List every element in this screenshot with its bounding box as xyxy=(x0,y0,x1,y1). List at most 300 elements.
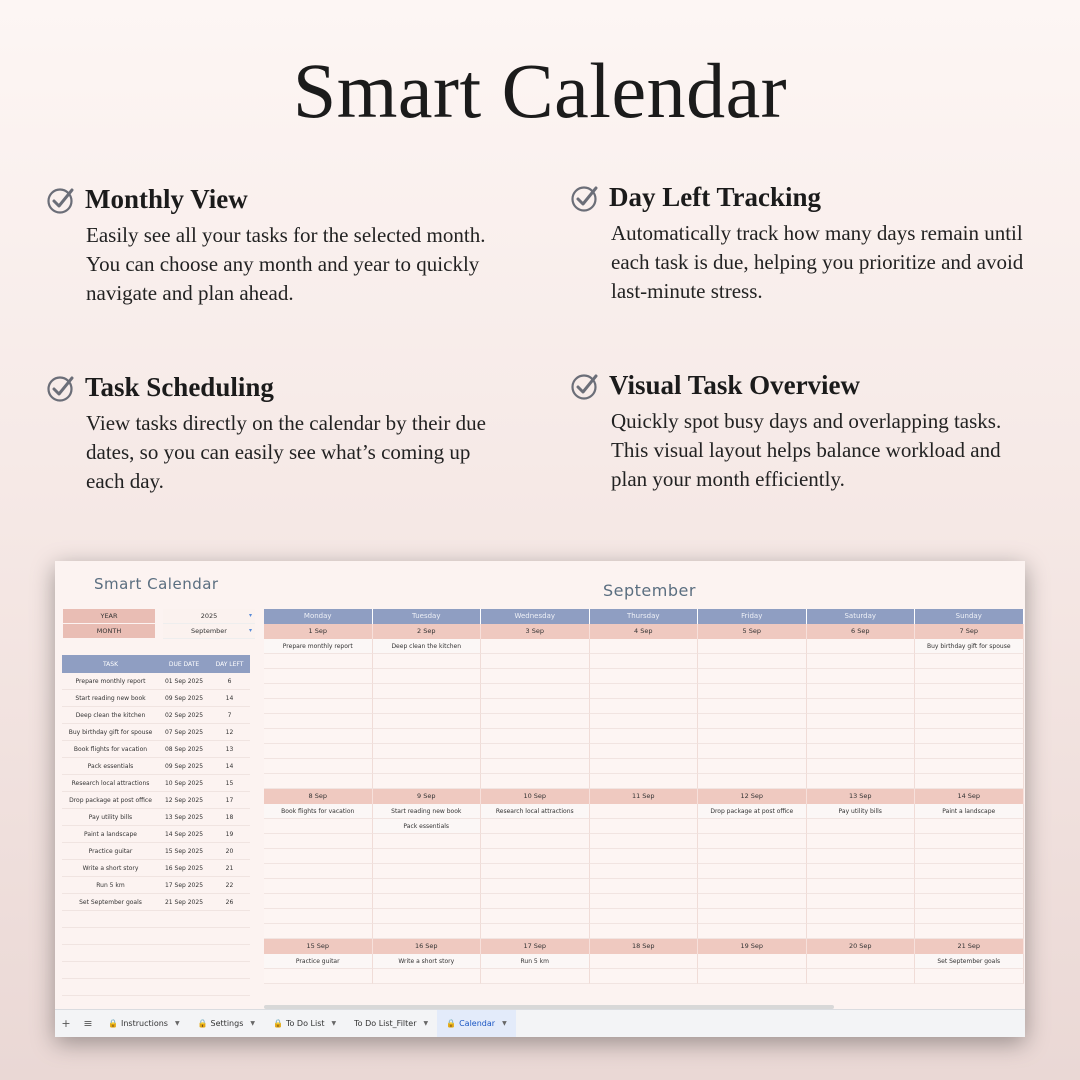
sheet-tab-instructions[interactable] xyxy=(99,1010,189,1037)
calendar-task-cell[interactable] xyxy=(915,669,1024,684)
day-left-cell[interactable]: 12 xyxy=(209,724,250,741)
calendar-task-cell[interactable] xyxy=(698,729,807,744)
empty-row xyxy=(62,979,250,996)
calendar-task-row xyxy=(264,744,1025,759)
date-cell: 10 Sep xyxy=(481,789,590,804)
date-cell: 7 Sep xyxy=(915,624,1024,639)
chevron-down-icon[interactable]: ▼ xyxy=(174,1020,180,1027)
calendar-task-cell[interactable] xyxy=(481,834,590,849)
calendar-task-cell[interactable] xyxy=(373,879,482,894)
sheet-tab-label: Calendar xyxy=(459,1019,496,1028)
calendar-task-cell[interactable] xyxy=(590,864,699,879)
calendar-task-cell[interactable] xyxy=(590,849,699,864)
year-dropdown[interactable]: 2025 xyxy=(163,609,255,624)
calendar-task-cell[interactable] xyxy=(373,729,482,744)
date-header-row xyxy=(264,939,1025,954)
calendar-task-cell[interactable] xyxy=(915,774,1024,789)
calendar-task-cell[interactable] xyxy=(590,924,699,939)
date-cell: 19 Sep xyxy=(698,939,807,954)
page-title: Smart Calendar xyxy=(292,47,788,134)
calendar-task-cell[interactable] xyxy=(373,714,482,729)
chevron-down-icon[interactable]: ▼ xyxy=(502,1020,507,1027)
calendar-task-cell[interactable]: Run 5 km xyxy=(481,954,590,969)
calendar-task-cell[interactable] xyxy=(590,759,699,774)
calendar-task-cell[interactable] xyxy=(590,909,699,924)
task-name-cell[interactable]: Deep clean the kitchen xyxy=(62,707,159,724)
calendar-task-cell[interactable] xyxy=(807,774,916,789)
task-name-cell[interactable]: Practice guitar xyxy=(62,843,159,860)
due-date-cell[interactable]: 21 Sep 2025 xyxy=(159,894,209,911)
calendar-task-cell[interactable] xyxy=(807,714,916,729)
calendar-task-cell[interactable] xyxy=(481,894,590,909)
day-left-cell[interactable]: 13 xyxy=(209,741,250,758)
calendar-task-cell[interactable] xyxy=(807,744,916,759)
due-date-cell[interactable]: 14 Sep 2025 xyxy=(159,826,209,843)
column-header-task: TASK xyxy=(62,655,159,673)
table-row xyxy=(62,775,250,792)
calendar-task-cell[interactable] xyxy=(590,714,699,729)
calendar-grid xyxy=(264,609,1025,984)
sheet-tab-label: Settings xyxy=(210,1019,244,1028)
calendar-task-cell[interactable] xyxy=(373,699,482,714)
calendar-task-cell[interactable] xyxy=(264,909,373,924)
calendar-task-cell[interactable] xyxy=(590,894,699,909)
calendar-task-cell[interactable] xyxy=(807,924,916,939)
feature-description: Easily see all your tasks for the selected month. You can choose any month and year to quickly navigate and plan ahead. xyxy=(86,223,486,305)
sheet-tab-label: Instructions xyxy=(120,1019,168,1028)
calendar-task-cell[interactable] xyxy=(698,654,807,669)
empty-row xyxy=(62,962,250,979)
date-cell: 13 Sep xyxy=(807,789,916,804)
calendar-task-cell[interactable]: Prepare monthly report xyxy=(264,639,373,654)
calendar-task-cell[interactable] xyxy=(915,894,1024,909)
feature-task-scheduling xyxy=(47,372,507,496)
sheet-tab-to-do-list-filter[interactable] xyxy=(345,1010,437,1037)
calendar-task-cell[interactable] xyxy=(915,864,1024,879)
task-name-cell[interactable]: Pack essentials xyxy=(62,758,159,775)
month-dropdown[interactable]: September xyxy=(163,624,255,639)
chevron-down-icon[interactable]: ▼ xyxy=(250,1020,255,1027)
empty-cell[interactable] xyxy=(209,911,250,928)
calendar-task-cell[interactable] xyxy=(915,924,1024,939)
calendar-task-cell[interactable] xyxy=(807,834,916,849)
due-date-cell[interactable]: 09 Sep 2025 xyxy=(159,690,209,707)
calendar-task-cell[interactable] xyxy=(698,744,807,759)
empty-cell[interactable] xyxy=(62,911,159,928)
due-date-cell[interactable]: 02 Sep 2025 xyxy=(159,707,209,724)
due-date-cell[interactable]: 10 Sep 2025 xyxy=(159,775,209,792)
calendar-task-cell[interactable] xyxy=(698,714,807,729)
feature-description: View tasks directly on the calendar by their due dates, so you can easily see what’s coming up each day. xyxy=(86,411,486,493)
calendar-task-cell[interactable] xyxy=(698,879,807,894)
weekday-header: Wednesday xyxy=(481,609,590,624)
calendar-task-cell[interactable] xyxy=(264,879,373,894)
task-name-cell[interactable]: Research local attractions xyxy=(62,775,159,792)
calendar-task-cell[interactable] xyxy=(373,849,482,864)
day-left-cell[interactable]: 17 xyxy=(209,792,250,809)
check-circle-icon xyxy=(571,184,599,212)
calendar-task-row xyxy=(264,714,1025,729)
calendar-task-cell[interactable] xyxy=(698,849,807,864)
calendar-task-cell[interactable] xyxy=(481,714,590,729)
calendar-task-cell[interactable] xyxy=(915,849,1024,864)
date-cell: 18 Sep xyxy=(590,939,699,954)
calendar-task-cell[interactable] xyxy=(915,834,1024,849)
calendar-task-cell[interactable] xyxy=(915,819,1024,834)
calendar-task-cell[interactable] xyxy=(698,924,807,939)
calendar-task-cell[interactable]: Pack essentials xyxy=(373,819,482,834)
calendar-task-row xyxy=(264,819,1025,834)
calendar-task-cell[interactable] xyxy=(481,849,590,864)
task-name-cell[interactable]: Drop package at post office xyxy=(62,792,159,809)
calendar-task-row xyxy=(264,864,1025,879)
empty-cell[interactable] xyxy=(209,928,250,945)
calendar-task-cell[interactable] xyxy=(915,714,1024,729)
sheet-tab-calendar[interactable] xyxy=(437,1010,516,1037)
day-left-cell[interactable]: 7 xyxy=(209,707,250,724)
date-cell: 12 Sep xyxy=(698,789,807,804)
calendar-task-cell[interactable] xyxy=(373,654,482,669)
weekday-header: Tuesday xyxy=(373,609,482,624)
empty-cell[interactable] xyxy=(209,979,250,996)
day-left-cell[interactable]: 19 xyxy=(209,826,250,843)
dropdown-arrow-icon[interactable]: ▾ xyxy=(248,612,252,619)
date-cell: 5 Sep xyxy=(698,624,807,639)
calendar-task-cell[interactable] xyxy=(481,639,590,654)
calendar-task-cell[interactable] xyxy=(264,699,373,714)
calendar-task-cell[interactable] xyxy=(481,969,590,984)
calendar-task-cell[interactable] xyxy=(373,924,482,939)
sheet-tab-label: To Do List xyxy=(285,1019,325,1028)
date-cell: 9 Sep xyxy=(373,789,482,804)
calendar-task-cell[interactable] xyxy=(264,744,373,759)
calendar-task-cell[interactable] xyxy=(698,819,807,834)
calendar-task-cell[interactable] xyxy=(373,864,482,879)
calendar-task-cell[interactable] xyxy=(373,969,482,984)
day-left-cell[interactable]: 14 xyxy=(209,690,250,707)
table-row xyxy=(62,860,250,877)
calendar-task-cell[interactable] xyxy=(807,864,916,879)
due-date-cell[interactable]: 16 Sep 2025 xyxy=(159,860,209,877)
calendar-task-cell[interactable] xyxy=(481,654,590,669)
date-cell: 6 Sep xyxy=(807,624,916,639)
task-name-cell[interactable]: Write a short story xyxy=(62,860,159,877)
calendar-task-cell[interactable] xyxy=(373,684,482,699)
date-cell: 20 Sep xyxy=(807,939,916,954)
empty-row xyxy=(62,945,250,962)
calendar-task-cell[interactable] xyxy=(481,879,590,894)
calendar-task-cell[interactable] xyxy=(807,699,916,714)
feature-visual-task-overview xyxy=(571,370,1031,494)
calendar-task-cell[interactable] xyxy=(373,744,482,759)
empty-cell[interactable] xyxy=(62,928,159,945)
calendar-task-cell[interactable]: Pay utility bills xyxy=(807,804,916,819)
calendar-task-cell[interactable] xyxy=(373,759,482,774)
weekday-header: Thursday xyxy=(590,609,699,624)
calendar-task-cell[interactable]: Book flights for vacation xyxy=(264,804,373,819)
day-left-cell[interactable]: 15 xyxy=(209,775,250,792)
all-sheets-menu-icon[interactable]: ≡ xyxy=(83,1017,93,1030)
calendar-task-cell[interactable]: Practice guitar xyxy=(264,954,373,969)
calendar-task-cell[interactable]: Start reading new book xyxy=(373,804,482,819)
calendar-task-cell[interactable] xyxy=(373,774,482,789)
calendar-task-cell[interactable] xyxy=(481,819,590,834)
empty-cell[interactable] xyxy=(159,945,209,962)
table-row xyxy=(62,877,250,894)
empty-cell[interactable] xyxy=(62,945,159,962)
task-name-cell[interactable]: Paint a landscape xyxy=(62,826,159,843)
empty-cell[interactable] xyxy=(209,945,250,962)
add-sheet-icon[interactable]: + xyxy=(61,1017,71,1030)
calendar-task-row xyxy=(264,909,1025,924)
date-header-row xyxy=(264,789,1025,804)
calendar-task-cell[interactable] xyxy=(373,834,482,849)
calendar-task-cell[interactable]: Set September goals xyxy=(915,954,1024,969)
calendar-task-cell[interactable] xyxy=(590,954,699,969)
calendar-task-cell[interactable] xyxy=(264,819,373,834)
calendar-task-cell[interactable] xyxy=(481,909,590,924)
due-date-cell[interactable]: 13 Sep 2025 xyxy=(159,809,209,826)
task-name-cell[interactable]: Prepare monthly report xyxy=(62,673,159,690)
table-row xyxy=(62,826,250,843)
feature-day-left-tracking xyxy=(571,182,1031,306)
task-name-cell[interactable]: Run 5 km xyxy=(62,877,159,894)
calendar-task-cell[interactable] xyxy=(915,654,1024,669)
table-row xyxy=(62,894,250,911)
calendar-task-cell[interactable] xyxy=(373,894,482,909)
due-date-cell[interactable]: 17 Sep 2025 xyxy=(159,877,209,894)
table-row xyxy=(62,758,250,775)
date-cell: 11 Sep xyxy=(590,789,699,804)
lock-icon: 🔒 xyxy=(197,1019,208,1028)
calendar-task-cell[interactable] xyxy=(264,894,373,909)
task-name-cell[interactable]: Buy birthday gift for spouse xyxy=(62,724,159,741)
due-date-cell[interactable]: 07 Sep 2025 xyxy=(159,724,209,741)
calendar-task-cell[interactable] xyxy=(698,684,807,699)
calendar-task-cell[interactable] xyxy=(481,759,590,774)
calendar-task-cell[interactable] xyxy=(481,684,590,699)
calendar-task-cell[interactable] xyxy=(698,969,807,984)
table-row xyxy=(62,792,250,809)
due-date-cell[interactable]: 12 Sep 2025 xyxy=(159,792,209,809)
dropdown-arrow-icon[interactable]: ▾ xyxy=(248,627,252,634)
sheet-tab-to-do-list[interactable] xyxy=(264,1010,345,1037)
calendar-task-cell[interactable] xyxy=(590,969,699,984)
calendar-task-cell[interactable] xyxy=(807,969,916,984)
calendar-task-cell[interactable] xyxy=(807,894,916,909)
calendar-task-cell[interactable] xyxy=(807,819,916,834)
table-row xyxy=(62,673,250,690)
day-left-cell[interactable]: 14 xyxy=(209,758,250,775)
calendar-task-cell[interactable] xyxy=(481,864,590,879)
year-label: YEAR xyxy=(63,609,155,623)
calendar-task-row xyxy=(264,969,1025,984)
chevron-down-icon[interactable]: ▼ xyxy=(423,1020,429,1027)
day-left-cell[interactable]: 18 xyxy=(209,809,250,826)
calendar-task-cell[interactable] xyxy=(915,684,1024,699)
date-header-row xyxy=(264,624,1025,639)
feature-title: Monthly View xyxy=(85,184,248,214)
calendar-task-cell[interactable]: Buy birthday gift for spouse xyxy=(915,639,1024,654)
day-left-cell[interactable]: 6 xyxy=(209,673,250,690)
calendar-task-cell[interactable] xyxy=(698,639,807,654)
day-left-cell[interactable]: 20 xyxy=(209,843,250,860)
empty-cell[interactable] xyxy=(62,962,159,979)
calendar-task-cell[interactable] xyxy=(590,879,699,894)
calendar-task-cell[interactable] xyxy=(264,864,373,879)
day-left-cell[interactable]: 21 xyxy=(209,860,250,877)
sheet-tab-label: To Do List_Filter xyxy=(354,1019,417,1028)
feature-title: Visual Task Overview xyxy=(609,370,861,400)
calendar-task-cell[interactable] xyxy=(915,969,1024,984)
lock-icon: 🔒 xyxy=(272,1019,283,1028)
calendar-task-row xyxy=(264,684,1025,699)
calendar-task-cell[interactable] xyxy=(264,684,373,699)
calendar-task-cell[interactable] xyxy=(590,654,699,669)
calendar-task-cell[interactable] xyxy=(590,669,699,684)
column-header-day-left: DAY LEFT xyxy=(209,655,250,673)
calendar-task-cell[interactable] xyxy=(807,639,916,654)
calendar-task-cell[interactable] xyxy=(807,909,916,924)
task-name-cell[interactable]: Set September goals xyxy=(62,894,159,911)
calendar-task-cell[interactable] xyxy=(264,714,373,729)
task-name-cell[interactable]: Pay utility bills xyxy=(62,809,159,826)
calendar-task-cell[interactable] xyxy=(264,969,373,984)
calendar-task-cell[interactable] xyxy=(698,909,807,924)
calendar-task-cell[interactable] xyxy=(481,774,590,789)
day-left-cell[interactable]: 22 xyxy=(209,877,250,894)
due-date-cell[interactable]: 08 Sep 2025 xyxy=(159,741,209,758)
calendar-task-cell[interactable] xyxy=(915,879,1024,894)
calendar-task-row xyxy=(264,894,1025,909)
calendar-task-cell[interactable] xyxy=(481,744,590,759)
table-row xyxy=(62,707,250,724)
empty-cell[interactable] xyxy=(159,911,209,928)
calendar-task-cell[interactable] xyxy=(915,759,1024,774)
date-cell: 2 Sep xyxy=(373,624,482,639)
month-label: MONTH xyxy=(63,624,155,638)
calendar-task-cell[interactable] xyxy=(807,954,916,969)
calendar-task-cell[interactable] xyxy=(264,654,373,669)
calendar-task-row xyxy=(264,924,1025,939)
calendar-task-row xyxy=(264,759,1025,774)
chevron-down-icon[interactable]: ▼ xyxy=(331,1020,337,1027)
calendar-task-row xyxy=(264,834,1025,849)
calendar-task-cell[interactable] xyxy=(264,849,373,864)
calendar-task-cell[interactable] xyxy=(698,774,807,789)
calendar-task-cell[interactable]: Write a short story xyxy=(373,954,482,969)
calendar-task-cell[interactable] xyxy=(264,729,373,744)
calendar-task-cell[interactable] xyxy=(590,744,699,759)
calendar-task-cell[interactable] xyxy=(481,699,590,714)
empty-cell[interactable] xyxy=(159,979,209,996)
calendar-task-cell[interactable] xyxy=(698,699,807,714)
sheet-tab-settings[interactable] xyxy=(189,1010,264,1037)
lock-icon: 🔒 xyxy=(108,1019,118,1028)
calendar-task-cell[interactable] xyxy=(807,684,916,699)
calendar-task-cell[interactable] xyxy=(590,639,699,654)
calendar-month-title: September xyxy=(603,581,696,600)
task-table xyxy=(62,655,250,1037)
calendar-task-cell[interactable] xyxy=(264,759,373,774)
due-date-cell[interactable]: 15 Sep 2025 xyxy=(159,843,209,860)
calendar-task-cell[interactable] xyxy=(481,729,590,744)
empty-cell[interactable] xyxy=(159,962,209,979)
calendar-task-cell[interactable] xyxy=(590,834,699,849)
calendar-task-cell[interactable]: Paint a landscape xyxy=(915,804,1024,819)
calendar-task-cell[interactable] xyxy=(807,879,916,894)
weekday-header: Saturday xyxy=(807,609,916,624)
calendar-task-cell[interactable] xyxy=(264,774,373,789)
calendar-task-cell[interactable] xyxy=(807,669,916,684)
feature-description: Automatically track how many days remain until each task is due, helping you prioritize and avoid last-minute stress. xyxy=(611,221,1024,303)
calendar-task-cell[interactable] xyxy=(264,834,373,849)
calendar-task-cell[interactable] xyxy=(590,699,699,714)
calendar-task-cell[interactable] xyxy=(698,894,807,909)
calendar-task-row xyxy=(264,774,1025,789)
column-header-due-date: DUE DATE xyxy=(159,655,209,673)
calendar-task-row xyxy=(264,654,1025,669)
calendar-task-cell[interactable] xyxy=(590,804,699,819)
calendar-task-cell[interactable] xyxy=(915,729,1024,744)
calendar-task-cell[interactable] xyxy=(590,684,699,699)
calendar-task-cell[interactable] xyxy=(698,834,807,849)
calendar-task-cell[interactable] xyxy=(264,669,373,684)
calendar-task-cell[interactable] xyxy=(915,699,1024,714)
date-cell: 3 Sep xyxy=(481,624,590,639)
date-cell: 1 Sep xyxy=(264,624,373,639)
calendar-task-cell[interactable]: Deep clean the kitchen xyxy=(373,639,482,654)
calendar-task-cell[interactable] xyxy=(590,774,699,789)
calendar-task-cell[interactable] xyxy=(698,864,807,879)
check-circle-icon xyxy=(571,372,599,400)
task-name-cell[interactable]: Book flights for vacation xyxy=(62,741,159,758)
calendar-task-cell[interactable] xyxy=(590,729,699,744)
calendar-task-cell[interactable] xyxy=(915,744,1024,759)
calendar-task-cell[interactable] xyxy=(590,819,699,834)
date-cell: 4 Sep xyxy=(590,624,699,639)
calendar-task-cell[interactable] xyxy=(915,909,1024,924)
calendar-task-cell[interactable] xyxy=(807,759,916,774)
calendar-task-cell[interactable] xyxy=(373,909,482,924)
date-cell: 15 Sep xyxy=(264,939,373,954)
calendar-task-row xyxy=(264,804,1025,819)
table-row xyxy=(62,724,250,741)
feature-description: Quickly spot busy days and overlapping tasks. This visual layout helps balance workload and plan your month efficiently. xyxy=(611,409,1002,491)
empty-cell[interactable] xyxy=(159,928,209,945)
due-date-cell[interactable]: 01 Sep 2025 xyxy=(159,673,209,690)
due-date-cell[interactable]: 09 Sep 2025 xyxy=(159,758,209,775)
calendar-task-cell[interactable] xyxy=(698,759,807,774)
empty-cell[interactable] xyxy=(62,979,159,996)
day-left-cell[interactable]: 26 xyxy=(209,894,250,911)
calendar-task-cell[interactable] xyxy=(698,669,807,684)
calendar-task-cell[interactable]: Drop package at post office xyxy=(698,804,807,819)
empty-cell[interactable] xyxy=(209,962,250,979)
calendar-task-cell[interactable] xyxy=(807,849,916,864)
calendar-task-cell[interactable] xyxy=(698,954,807,969)
calendar-task-cell[interactable] xyxy=(807,654,916,669)
calendar-task-cell[interactable]: Research local attractions xyxy=(481,804,590,819)
calendar-task-cell[interactable] xyxy=(481,924,590,939)
calendar-task-cell[interactable] xyxy=(264,924,373,939)
calendar-task-row xyxy=(264,849,1025,864)
calendar-task-cell[interactable] xyxy=(807,729,916,744)
task-name-cell[interactable]: Start reading new book xyxy=(62,690,159,707)
calendar-task-cell[interactable] xyxy=(373,669,482,684)
calendar-task-cell[interactable] xyxy=(481,669,590,684)
sheet-title: Smart Calendar xyxy=(94,575,219,593)
